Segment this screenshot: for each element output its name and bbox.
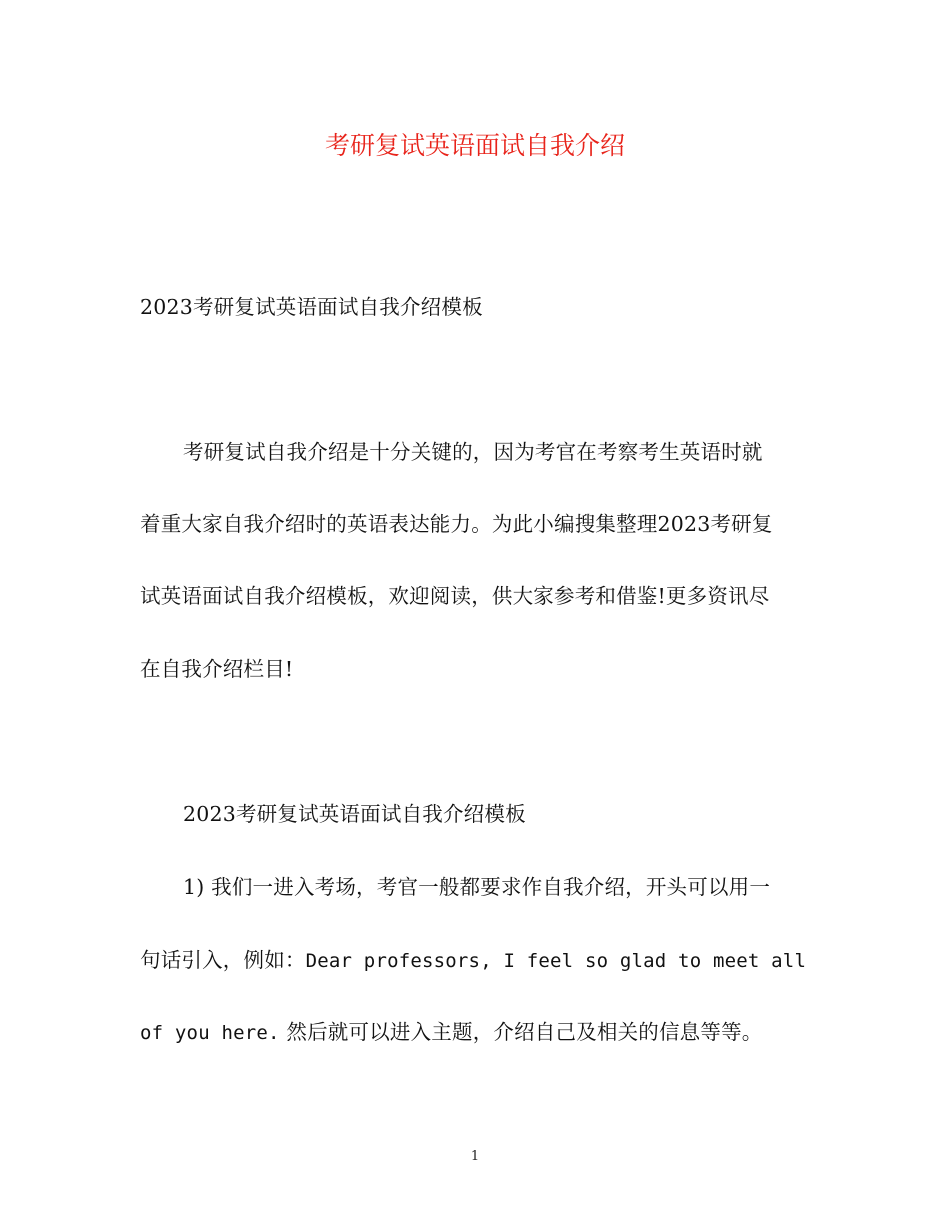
item1-line-2-chinese: 句话引入，例如： — [140, 948, 306, 972]
item1-line-1: 1) 我们一进入考场，考官一般都要求作自我介绍，开头可以用一 — [183, 875, 771, 899]
item1-line-2 — [140, 945, 806, 976]
intro-line-3: 试英语面试自我介绍模板，欢迎阅读，供大家参考和借鉴!更多资讯尽 — [140, 584, 770, 608]
page-number: 1 — [470, 1149, 480, 1164]
intro-line-1: 考研复试自我介绍是十分关键的，因为考官在考察考生英语时就 — [183, 440, 763, 464]
item1-line-3-english: of you here. — [140, 1022, 280, 1044]
document-title: 考研复试英语面试自我介绍 — [324, 131, 625, 160]
item1-line-3-chinese: 然后就可以进入主题，介绍自己及相关的信息等等。 — [279, 1020, 763, 1044]
item1-line-2-english: Dear professors, I feel so glad to meet all — [305, 950, 807, 972]
document-subtitle: 2023考研复试英语面试自我介绍模板 — [140, 295, 483, 319]
intro-line-4: 在自我介绍栏目! — [140, 657, 294, 681]
item1-line-3 — [140, 1017, 763, 1048]
intro-line-2: 着重大家自我介绍时的英语表达能力。为此小编搜集整理2023考研复 — [140, 512, 773, 536]
section-heading: 2023考研复试英语面试自我介绍模板 — [183, 802, 526, 826]
